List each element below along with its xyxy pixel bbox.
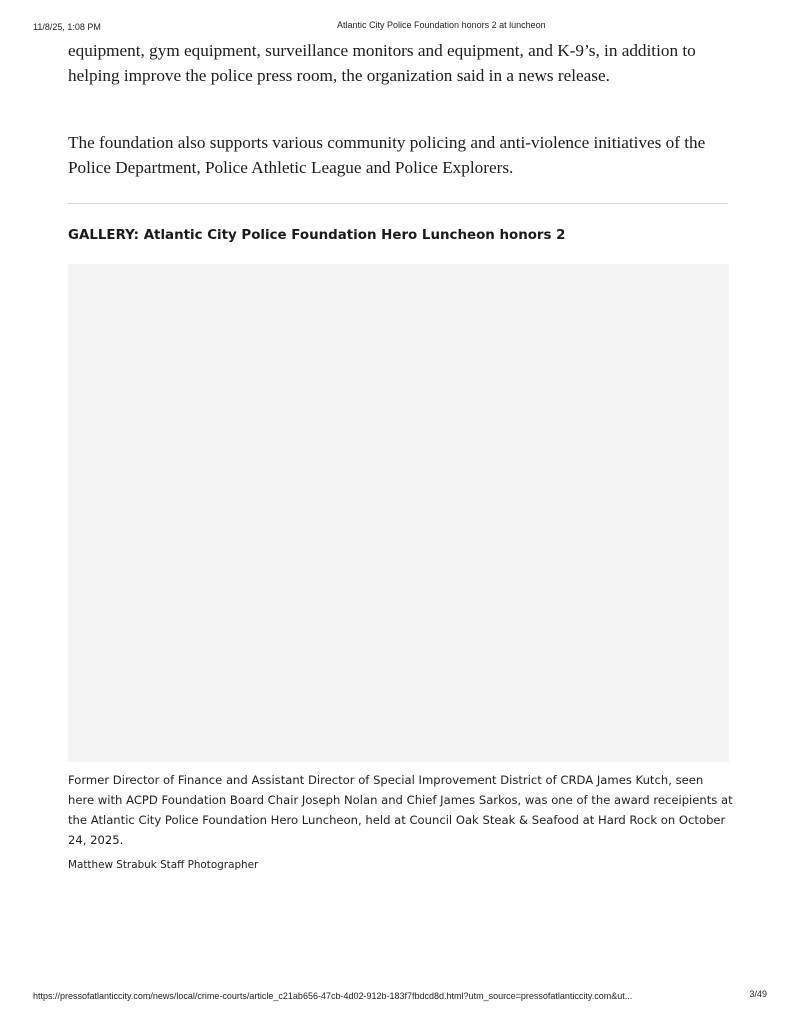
photo-caption: Former Director of Finance and Assistant Director of Special Improvement District of CRDA James Kutch, seen here with ACPD Foundation Board Chair Joseph Nolan and Chief James Sarkos, was one of the award receipients at the Atlantic City Police Foundation Hero Luncheon, held at Council Oak Steak & Seafood at Hard Rock on October 24, 2025. [68, 773, 733, 847]
print-datetime: 11/8/25, 1:08 PM [33, 22, 101, 32]
article-paragraph: The foundation also supports various community policing and anti-violence initiatives of the Police Department, Police Athletic League and Police Explorers. [68, 133, 706, 177]
print-url: https://pressofatlanticcity.com/news/local/crime-courts/article_c21ab656-47cb-4d02-912b-183f7fbdcd8d.html?utm_source=pressofatlanticcity.com&ut... [33, 991, 633, 1001]
article-paragraph: equipment, gym equipment, surveillance monitors and equipment, and K-9’s, in addition to helping improve the police press room, the organization said in a news release. [68, 41, 696, 85]
print-page-title: Atlantic City Police Foundation honors 2 at luncheon [337, 20, 546, 30]
section-divider [68, 203, 728, 204]
page-number: 3/49 [749, 989, 767, 999]
gallery-heading[interactable]: GALLERY: Atlantic City Police Foundation Hero Luncheon honors 2 [68, 228, 566, 243]
gallery-photo[interactable] [68, 264, 729, 762]
photo-credit: Matthew Strabuk Staff Photographer [68, 859, 259, 871]
